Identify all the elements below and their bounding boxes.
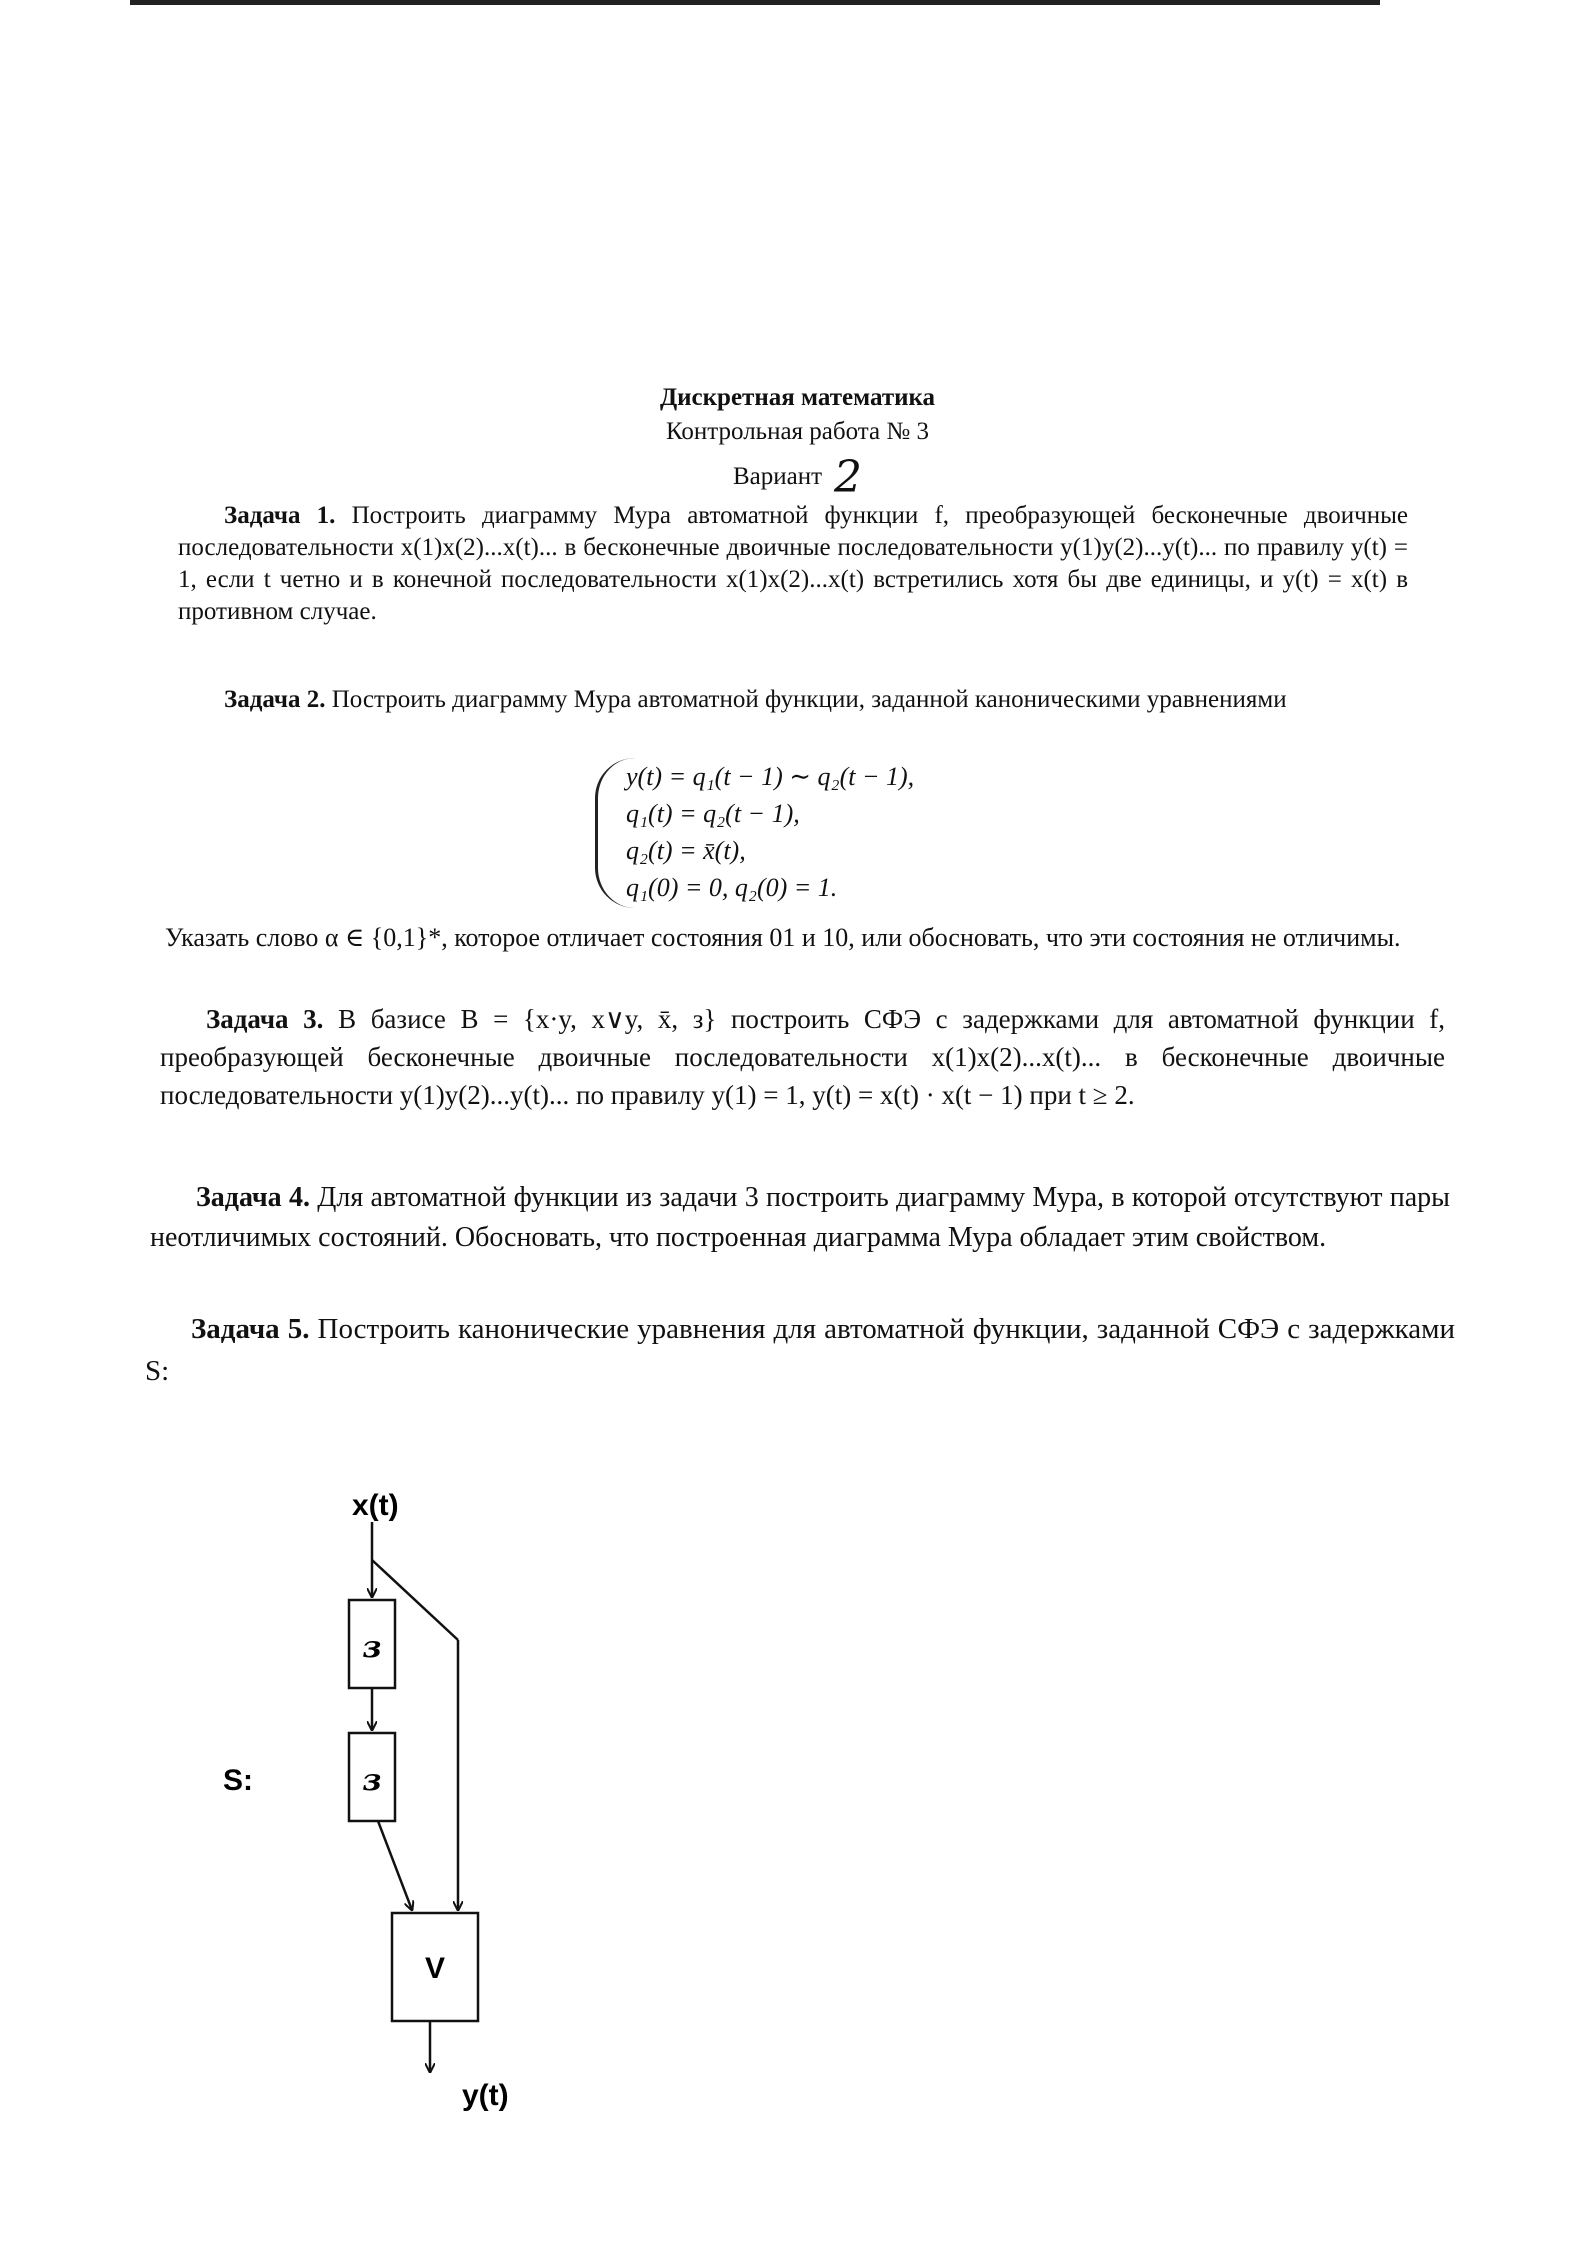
variant-label: Вариант xyxy=(732,463,823,490)
task-2-question: Указать слово α ∈ {0,1}*, которое отличает состояния 01 и 10, или обосновать, что эти состояния не отличимы. xyxy=(165,923,1401,952)
task-4-text: Для автоматной функции из задачи 3 построить диаграмму Мура, в которой отсутствуют пары неотличимых состояний. Обосновать, что построенная диаграмма Мура обладает этим свойством. xyxy=(150,1182,1450,1253)
task-5-label: Задача 5. xyxy=(191,1313,310,1345)
task-2-label: Задача 2. xyxy=(224,686,326,713)
task-3-text: В базисе B = {x·y, x∨y, x̄, з} построить СФЭ с задержками для автоматной функции f, преобразующей бесконечные двоичные последовательности x(1)x(2)...x(t)... в бесконечные двоичные последовательности y(1)y(2)...y(t)... по правилу y(1) = 1, y(t) = x(t) · x(t − 1) при t ≥ 2. xyxy=(160,1004,1446,1110)
doc-title: Дискретная математика xyxy=(659,384,936,411)
equation: q₁(0) = 0, q₂(0) = 1. xyxy=(626,873,838,902)
task-1-text: Построить диаграмму Мура автоматной функции f, преобразующей бесконечные двоичные последовательности x(1)x(2)...x(t)... в бесконечные двоичные последовательности y(1)y(2)...y(t)... по правилу y(t) = 1, если t четно и в конечной последовательности x(1)x(2)...x(t) встретились хотя бы две единицы, и y(t) = x(t) в противном случае. xyxy=(178,502,1408,625)
equation: q₂(t) = x̄(t), xyxy=(626,836,746,865)
input-label: x(t) xyxy=(352,1489,399,1522)
variant-number: 2 xyxy=(834,452,863,503)
or-gate-label: V xyxy=(424,1952,446,1985)
task-1-label: Задача 1. xyxy=(224,502,336,529)
delay-1-label: з xyxy=(362,1630,382,1665)
task-4-label: Задача 4. xyxy=(196,1182,310,1213)
task-2-text: Построить диаграмму Мура автоматной функции, заданной каноническими уравнениями xyxy=(331,686,1287,713)
doc-subtitle: Контрольная работа № 3 xyxy=(666,418,929,445)
equation: q₁(t) = q₂(t − 1), xyxy=(626,799,800,828)
task-5-text: Построить канонические уравнения для автоматной функции, заданной СФЭ с задержками S: xyxy=(145,1313,1456,1387)
task-3-label: Задача 3. xyxy=(206,1004,324,1034)
equation: y(t) = q₁(t − 1) ∼ q₂(t − 1), xyxy=(626,762,915,791)
delay-2-label: з xyxy=(362,1763,382,1798)
scheme-name: S: xyxy=(223,1764,253,1797)
output-label: y(t) xyxy=(462,2079,509,2112)
delay-to-gate-wire xyxy=(378,1821,412,1910)
